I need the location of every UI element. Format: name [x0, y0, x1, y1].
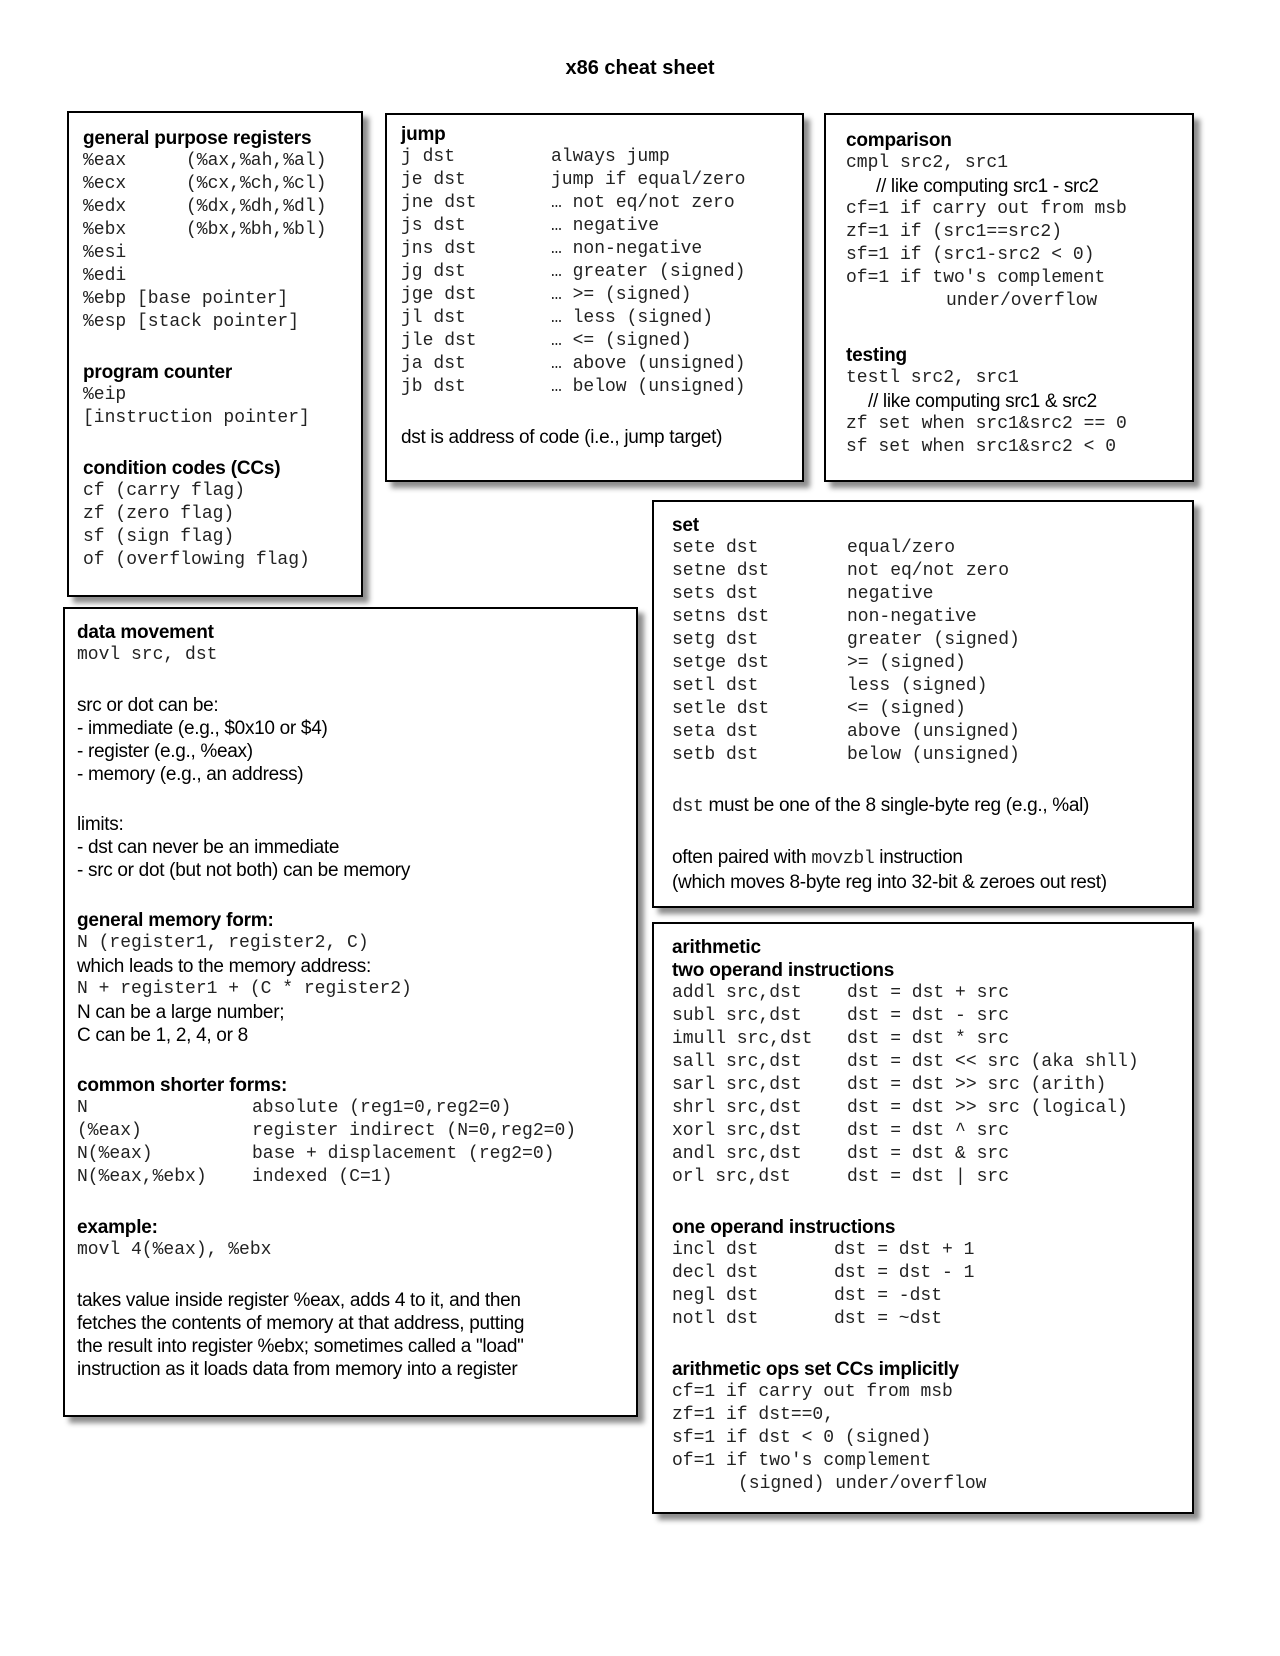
- jump-row-description: … <= (signed): [551, 331, 692, 351]
- two-operand-row-description: dst = dst << src (aka shll): [847, 1052, 1139, 1072]
- two-operand-row-command: sall src,dst: [672, 1052, 802, 1072]
- set-note-text: instruction: [874, 847, 963, 868]
- arithmetic-heading: arithmetic: [672, 937, 761, 958]
- jump-row: [401, 376, 788, 399]
- one-operand-row: [672, 1262, 1178, 1285]
- one-operand-heading: one operand instructions: [672, 1217, 896, 1238]
- ops-cc-line: zf=1 if dst==0,: [672, 1405, 835, 1425]
- memory-form-code: N + register1 + (C * register2): [77, 979, 412, 999]
- register-row-command: %ebp [base pointer]: [83, 289, 289, 309]
- one-operand-row-description: dst = ~dst: [834, 1309, 943, 1329]
- jump-panel: [385, 113, 804, 482]
- set-row: [672, 721, 1178, 744]
- data-movement-heading: data movement: [77, 622, 214, 643]
- ops-cc-line: of=1 if two's complement: [672, 1451, 932, 1471]
- set-row-command: setne dst: [672, 561, 770, 581]
- two-operand-row: [672, 1051, 1178, 1074]
- pc-line: %eip: [83, 385, 127, 405]
- register-row-description: (%bx,%bh,%bl): [186, 220, 327, 240]
- register-row: [83, 219, 347, 242]
- limits-item: - src or dot (but not both) can be memory: [77, 860, 411, 881]
- condition-codes-heading: condition codes (CCs): [83, 458, 281, 479]
- jump-row-command: j dst: [401, 147, 456, 167]
- cc-line: cf (carry flag): [83, 481, 246, 501]
- set-note-code: movzbl: [811, 849, 875, 869]
- shorter-form-row-command: N: [77, 1098, 88, 1118]
- two-operand-row-command: xorl src,dst: [672, 1121, 802, 1141]
- registers-panel: [67, 111, 363, 597]
- two-operand-row-command: andl src,dst: [672, 1144, 802, 1164]
- src-item: - immediate (e.g., $0x10 or $4): [77, 718, 328, 739]
- jump-row-description: … negative: [551, 216, 660, 236]
- shorter-form-row: [77, 1097, 622, 1120]
- one-operand-row: [672, 1285, 1178, 1308]
- data-movement-panel: [63, 607, 638, 1417]
- set-row-command: seta dst: [672, 722, 759, 742]
- src-item: - memory (e.g., an address): [77, 764, 304, 785]
- src-item: - register (e.g., %eax): [77, 741, 253, 762]
- shorter-form-row-description: base + displacement (reg2=0): [252, 1144, 555, 1164]
- one-operand-row-description: dst = dst - 1: [834, 1263, 975, 1283]
- set-list: [672, 537, 1178, 767]
- example-text: fetches the contents of memory at that address, putting: [77, 1313, 525, 1334]
- one-operand-row: [672, 1308, 1178, 1331]
- jump-row: [401, 284, 788, 307]
- limits-item: - dst can never be an immediate: [77, 837, 340, 858]
- comparison-line: zf=1 if (src1==src2): [846, 222, 1063, 242]
- two-operand-heading: two operand instructions: [672, 960, 895, 981]
- set-note-1: [672, 794, 1178, 819]
- set-row: [672, 652, 1178, 675]
- set-row-command: setge dst: [672, 653, 770, 673]
- jump-row-command: ja dst: [401, 354, 466, 374]
- two-operand-row: [672, 1166, 1178, 1189]
- shorter-form-row-command: (%eax): [77, 1121, 142, 1141]
- comparison-comment: // like computing src1 - src2: [876, 176, 1099, 197]
- two-operand-row-description: dst = dst | src: [847, 1167, 1010, 1187]
- jump-row-description: always jump: [551, 147, 670, 167]
- arithmetic-panel: [652, 922, 1194, 1514]
- one-operand-row-command: notl dst: [672, 1309, 759, 1329]
- register-row-command: %ebx: [83, 220, 127, 240]
- register-row-command: %esp [stack pointer]: [83, 312, 300, 332]
- two-operand-row: [672, 1005, 1178, 1028]
- set-row: [672, 698, 1178, 721]
- set-row-command: setle dst: [672, 699, 770, 719]
- jump-row: [401, 307, 788, 330]
- cc-line: of (overflowing flag): [83, 550, 310, 570]
- jump-row-description: … above (unsigned): [551, 354, 746, 374]
- set-note-code: dst: [672, 797, 704, 817]
- register-row: [83, 311, 347, 334]
- shorter-forms-list: [77, 1097, 622, 1189]
- two-operand-row-description: dst = dst * src: [847, 1029, 1010, 1049]
- shorter-forms-heading: common shorter forms:: [77, 1075, 288, 1096]
- jump-row-command: js dst: [401, 216, 466, 236]
- set-row: [672, 583, 1178, 606]
- set-row: [672, 744, 1178, 767]
- set-row-description: below (unsigned): [847, 745, 1020, 765]
- set-row-command: setns dst: [672, 607, 770, 627]
- set-row-command: setl dst: [672, 676, 759, 696]
- register-row: [83, 173, 347, 196]
- two-operand-row: [672, 1143, 1178, 1166]
- set-row-description: above (unsigned): [847, 722, 1020, 742]
- comparison-line: sf=1 if (src1-src2 < 0): [846, 245, 1095, 265]
- shorter-form-row-command: N(%eax): [77, 1144, 153, 1164]
- jump-row: [401, 215, 788, 238]
- ops-cc-line: (signed) under/overflow: [738, 1474, 987, 1494]
- jump-row-command: jle dst: [401, 331, 477, 351]
- comparison-command: cmpl src2, src1: [846, 153, 1009, 173]
- page-title: x86 cheat sheet: [565, 57, 715, 79]
- set-panel: [652, 500, 1194, 908]
- set-row-description: >= (signed): [847, 653, 966, 673]
- example-heading: example:: [77, 1217, 158, 1238]
- shorter-form-row-description: indexed (C=1): [252, 1167, 393, 1187]
- src-heading: src or dot can be:: [77, 695, 219, 716]
- set-row-command: setg dst: [672, 630, 759, 650]
- jump-row-description: … greater (signed): [551, 262, 746, 282]
- two-operand-row-command: subl src,dst: [672, 1006, 802, 1026]
- two-operand-row-description: dst = dst - src: [847, 1006, 1010, 1026]
- memory-form-text: C can be 1, 2, 4, or 8: [77, 1025, 248, 1046]
- one-operand-row-command: incl dst: [672, 1240, 759, 1260]
- set-row-command: sete dst: [672, 538, 759, 558]
- example-text: the result into register %ebx; sometimes called a "load": [77, 1336, 524, 1357]
- two-operand-row-description: dst = dst >> src (logical): [847, 1098, 1128, 1118]
- two-operand-row: [672, 1097, 1178, 1120]
- one-operand-row-command: decl dst: [672, 1263, 759, 1283]
- jump-row-description: … non-negative: [551, 239, 703, 259]
- testing-line: sf set when src1&src2 < 0: [846, 437, 1117, 457]
- set-row: [672, 537, 1178, 560]
- two-operand-row-description: dst = dst ^ src: [847, 1121, 1010, 1141]
- memory-form-code: N (register1, register2, C): [77, 933, 369, 953]
- set-note-2: [672, 846, 1178, 871]
- two-operand-row-command: addl src,dst: [672, 983, 802, 1003]
- register-row-description: (%dx,%dh,%dl): [186, 197, 327, 217]
- cc-line: zf (zero flag): [83, 504, 235, 524]
- example-code: movl 4(%eax), %ebx: [77, 1240, 272, 1260]
- shorter-form-row-description: absolute (reg1=0,reg2=0): [252, 1098, 512, 1118]
- register-row: [83, 150, 347, 173]
- two-operand-row-command: imull src,dst: [672, 1029, 813, 1049]
- pc-line: [instruction pointer]: [83, 408, 310, 428]
- shorter-form-row: [77, 1166, 622, 1189]
- limits-heading: limits:: [77, 814, 124, 835]
- jump-row-command: je dst: [401, 170, 466, 190]
- memory-form-text: which leads to the memory address:: [77, 956, 371, 977]
- two-operand-list: [672, 982, 1178, 1189]
- set-row-command: sets dst: [672, 584, 759, 604]
- ops-cc-heading: arithmetic ops set CCs implicitly: [672, 1359, 959, 1380]
- two-operand-row: [672, 1028, 1178, 1051]
- jump-row-command: jb dst: [401, 377, 466, 397]
- cc-line: sf (sign flag): [83, 527, 235, 547]
- register-row: [83, 265, 347, 288]
- one-operand-row-description: dst = -dst: [834, 1286, 943, 1306]
- set-row: [672, 675, 1178, 698]
- jump-note: dst is address of code (i.e., jump target): [401, 427, 723, 448]
- registers-list: [83, 150, 347, 334]
- one-operand-list: [672, 1239, 1178, 1331]
- jump-row: [401, 169, 788, 192]
- testing-command: testl src2, src1: [846, 368, 1019, 388]
- set-row: [672, 606, 1178, 629]
- set-row-description: <= (signed): [847, 699, 966, 719]
- register-row-description: (%cx,%ch,%cl): [186, 174, 327, 194]
- set-note-text: often paired with: [672, 847, 812, 868]
- register-row-command: %eax: [83, 151, 127, 171]
- two-operand-row: [672, 982, 1178, 1005]
- jump-row-description: … not eq/not zero: [551, 193, 735, 213]
- ops-cc-line: sf=1 if dst < 0 (signed): [672, 1428, 932, 1448]
- comparison-heading: comparison: [846, 130, 952, 151]
- two-operand-row-description: dst = dst & src: [847, 1144, 1010, 1164]
- one-operand-row: [672, 1239, 1178, 1262]
- testing-comment: // like computing src1 & src2: [868, 391, 1097, 412]
- two-operand-row-description: dst = dst + src: [847, 983, 1010, 1003]
- register-row-command: %edx: [83, 197, 127, 217]
- jump-row-description: … less (signed): [551, 308, 714, 328]
- jump-row: [401, 238, 788, 261]
- register-row: [83, 196, 347, 219]
- shorter-form-row-command: N(%eax,%ebx): [77, 1167, 207, 1187]
- two-operand-row: [672, 1074, 1178, 1097]
- set-row: [672, 629, 1178, 652]
- memory-form-heading: general memory form:: [77, 910, 274, 931]
- program-counter-heading: program counter: [83, 362, 233, 383]
- comparison-line: under/overflow: [946, 291, 1098, 311]
- jump-row: [401, 146, 788, 169]
- shorter-form-row: [77, 1120, 622, 1143]
- testing-heading: testing: [846, 345, 907, 366]
- jump-row-description: … below (unsigned): [551, 377, 746, 397]
- register-row-description: (%ax,%ah,%al): [186, 151, 327, 171]
- jump-row: [401, 353, 788, 376]
- shorter-form-row: [77, 1143, 622, 1166]
- data-movement-command: movl src, dst: [77, 645, 218, 665]
- set-row-description: not eq/not zero: [847, 561, 1010, 581]
- comparison-panel: [824, 113, 1194, 482]
- register-row-command: %edi: [83, 266, 127, 286]
- shorter-form-row-description: register indirect (N=0,reg2=0): [252, 1121, 577, 1141]
- set-row: [672, 560, 1178, 583]
- one-operand-row-description: dst = dst + 1: [834, 1240, 975, 1260]
- comparison-line: of=1 if two's complement: [846, 268, 1106, 288]
- jump-row: [401, 261, 788, 284]
- set-note-3: (which moves 8-byte reg into 32-bit & zeroes out rest): [672, 872, 1107, 893]
- register-row-command: %ecx: [83, 174, 127, 194]
- testing-line: zf set when src1&src2 == 0: [846, 414, 1127, 434]
- jump-heading: jump: [401, 124, 446, 145]
- set-row-description: equal/zero: [847, 538, 956, 558]
- jump-row-command: jge dst: [401, 285, 477, 305]
- jump-row-description: … >= (signed): [551, 285, 692, 305]
- set-row-description: negative: [847, 584, 934, 604]
- two-operand-row-command: shrl src,dst: [672, 1098, 802, 1118]
- ops-cc-line: cf=1 if carry out from msb: [672, 1382, 953, 1402]
- jump-row-command: jns dst: [401, 239, 477, 259]
- memory-form-text: N can be a large number;: [77, 1002, 285, 1023]
- example-text: takes value inside register %eax, adds 4 to it, and then: [77, 1290, 521, 1311]
- register-row: [83, 242, 347, 265]
- jump-list: [401, 146, 788, 399]
- jump-row: [401, 330, 788, 353]
- jump-row-command: jg dst: [401, 262, 466, 282]
- register-row: [83, 288, 347, 311]
- two-operand-row-command: sarl src,dst: [672, 1075, 802, 1095]
- example-text: instruction as it loads data from memory into a register: [77, 1359, 518, 1380]
- register-row-command: %esi: [83, 243, 127, 263]
- set-row-description: greater (signed): [847, 630, 1020, 650]
- jump-row-command: jl dst: [401, 308, 466, 328]
- set-row-description: non-negative: [847, 607, 977, 627]
- set-heading: set: [672, 515, 699, 536]
- two-operand-row: [672, 1120, 1178, 1143]
- set-note-text: must be one of the 8 single-byte reg (e.g., %al): [703, 795, 1090, 816]
- jump-row-command: jne dst: [401, 193, 477, 213]
- set-row-description: less (signed): [847, 676, 988, 696]
- registers-heading: general purpose registers: [83, 128, 312, 149]
- jump-row: [401, 192, 788, 215]
- two-operand-row-description: dst = dst >> src (arith): [847, 1075, 1107, 1095]
- comparison-line: cf=1 if carry out from msb: [846, 199, 1127, 219]
- two-operand-row-command: orl src,dst: [672, 1167, 791, 1187]
- jump-row-description: jump if equal/zero: [551, 170, 746, 190]
- one-operand-row-command: negl dst: [672, 1286, 759, 1306]
- set-row-command: setb dst: [672, 745, 759, 765]
